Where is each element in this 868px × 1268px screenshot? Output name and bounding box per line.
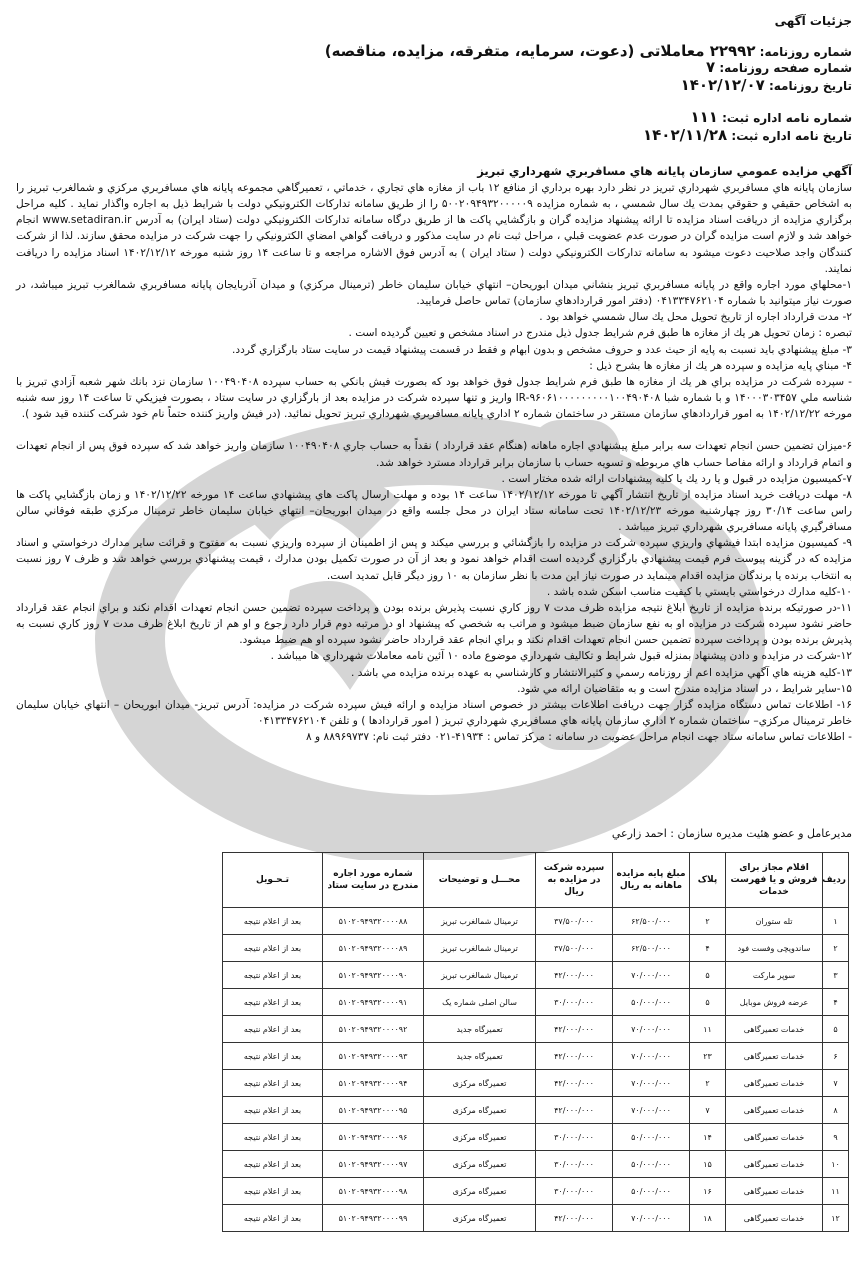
cell-row-number: ۳	[823, 962, 849, 989]
cell-row-number: ۶	[823, 1043, 849, 1070]
table-row	[223, 1124, 849, 1151]
cell-item-name: خدمات تعمیرگاهی	[726, 1016, 823, 1043]
date-value: ۱۴۰۲/۱۲/۰۷	[680, 76, 765, 94]
ad-paragraph: - سپرده شركت در مزايده براي هر يك از مغازه ها طبق فرم شرايط جدول فوق خواهد بود كه بصورت فيش بانكي به حساب سپرده ۱۰۰۴۹۰۴۰۸ سازمان نزد بانك شهر شعبه آزادي تبريز با شناسه ملي ۱۴۰۰۰۳۰۳۴۵۷ و با شماره شبا IR-۹۶۰۶۱۰۰۰۰۰۰۰۰۰۱۰۰۴۹۰۴۰۸ واريز و تنها سپرده شركت در مزايده بعد از بارگزاري در سايت ستاد ، بصورت فيزيكي تا ساعت ۱۴ روز سه شنبه مورخه ۱۴۰۲/۱۲/۲۲ به امور قراردادهاي سازمان مستقر در ساختمان شماره ۲ اداري پايانه مسافربري شهرداري تبريز تحويل نمائيد. (در فيش واريز كننده حتماً نام خود شركت كننده قيد شود ).	[16, 375, 853, 421]
cell-base-price: ۷۰/۰۰۰/۰۰۰	[613, 962, 690, 989]
cell-base-price: ۷۰/۰۰۰/۰۰۰	[613, 1043, 690, 1070]
ad-paragraph: ۴- مبناي پايه مزايده و سپرده هر يك از مغازه ها بشرح ذيل :	[589, 359, 852, 372]
table-row	[223, 1016, 849, 1043]
cell-delivery: بعد از اعلام نتیجه	[223, 1178, 323, 1205]
letter-date-line	[643, 126, 852, 144]
cell-item-name: خدمات تعمیرگاهی	[726, 1124, 823, 1151]
cell-plaque: ۱۱	[690, 1016, 726, 1043]
cell-row-number: ۸	[823, 1097, 849, 1124]
signature: مديرعامل و عضو هئيت مديره سازمان : احمد زارعي	[611, 827, 852, 840]
cell-setad-code: ۵۱۰۲۰۹۴۹۳۲۰۰۰۰۹۲	[323, 1016, 424, 1043]
cell-deposit: ۳۰/۰۰۰/۰۰۰	[536, 1178, 613, 1205]
table-row	[223, 908, 849, 935]
table-row	[223, 1205, 849, 1232]
cell-location: ترمینال شمالغرب تبریز	[424, 962, 536, 989]
cell-setad-code: ۵۱۰۲۰۹۴۹۳۲۰۰۰۰۹۴	[323, 1070, 424, 1097]
cell-delivery: بعد از اعلام نتیجه	[223, 1151, 323, 1178]
cell-deposit: ۳۷/۵۰۰/۰۰۰	[536, 908, 613, 935]
cell-location: تعمیرگاه جدید	[424, 1016, 536, 1043]
cell-setad-code: ۵۱۰۲۰۹۴۹۳۲۰۰۰۰۹۰	[323, 962, 424, 989]
cell-row-number: ۱۲	[823, 1205, 849, 1232]
ad-paragraph: ۱۶- اطلاعات تماس دستگاه مزايده گزار جهت دريافت اطلاعات بيشتر در خصوص اسناد مزايده و ارائه فيش سپرده شركت در مزايده: آدرس تبريز- ميدان ابوريحان – انتهاي خيابان سليمان خاطر ترمينال مركزي– ساختمان شماره ۲ اداري سازمان پايانه هاي مسافربري شهرداري تبريز ( امور قراردادها ) و تلفن ۰۴۱۳۳۴۷۶۲۱۰۴	[16, 698, 852, 727]
letter-date-value: ۱۴۰۲/۱۱/۲۸	[643, 126, 728, 144]
cell-item-name: خدمات تعمیرگاهی	[726, 1043, 823, 1070]
cell-setad-code: ۵۱۰۲۰۹۴۹۳۲۰۰۰۰۸۸	[323, 908, 424, 935]
letter-date-label: تاریخ نامه اداره ثبت:	[731, 129, 852, 143]
cell-location: تعمیرگاه مرکزی	[424, 1124, 536, 1151]
cell-location: تعمیرگاه جدید	[424, 1043, 536, 1070]
cell-location: ترمینال شمالغرب تبریز	[424, 908, 536, 935]
items-table	[222, 852, 849, 1232]
issue-value: ۲۲۹۹۲ معاملاتی (دعوت، سرمایه، متفرقه، مزایده، مناقصه)	[324, 42, 756, 60]
table-row	[223, 1178, 849, 1205]
paragraph-gap	[16, 422, 852, 438]
ad-paragraph: ۳- مبلغ پيشنهادي بايد نسبت به پايه از حيث عدد و حروف مشخص و بدون ابهام و فقط در قسمت پيشنهاد قيمت در سايت ستاد بارگزاري گردد.	[232, 343, 852, 356]
cell-location: سالن اصلی شماره یک	[424, 989, 536, 1016]
header-setad-code: شماره مورد اجاره مندرج در سایت ستاد	[323, 853, 424, 908]
cell-delivery: بعد از اعلام نتیجه	[223, 1124, 323, 1151]
date-label: تاریخ روزنامه:	[768, 79, 852, 93]
cell-delivery: بعد از اعلام نتیجه	[223, 935, 323, 962]
letter-number-label: شماره نامه اداره ثبت:	[722, 111, 852, 125]
table-row	[223, 935, 849, 962]
cell-plaque: ۵	[690, 989, 726, 1016]
cell-deposit: ۳۰/۰۰۰/۰۰۰	[536, 1151, 613, 1178]
table-row	[223, 1097, 849, 1124]
cell-setad-code: ۵۱۰۲۰۹۴۹۳۲۰۰۰۰۸۹	[323, 935, 424, 962]
cell-base-price: ۷۰/۰۰۰/۰۰۰	[613, 1097, 690, 1124]
cell-row-number: ۱	[823, 908, 849, 935]
cell-setad-code: ۵۱۰۲۰۹۴۹۳۲۰۰۰۰۹۷	[323, 1151, 424, 1178]
cell-row-number: ۲	[823, 935, 849, 962]
cell-item-name: سوپر مارکت	[726, 962, 823, 989]
cell-delivery: بعد از اعلام نتیجه	[223, 962, 323, 989]
ad-paragraph: ۱۳-كليه هزينه هاي آگهي مزايده اعم از روزنامه رسمي و كثيرالانتشار و كارشناسي به عهده برنده مزايده مي باشد .	[350, 666, 852, 679]
cell-row-number: ۴	[823, 989, 849, 1016]
cell-plaque: ۲۳	[690, 1043, 726, 1070]
cell-setad-code: ۵۱۰۲۰۹۴۹۳۲۰۰۰۰۹۶	[323, 1124, 424, 1151]
ad-paragraph: تبصره : زمان تحويل هر يك از مغازه ها طبق فرم شرايط جدول ذيل مندرج در اسناد مشخص و تعيين گرديده است .	[348, 327, 852, 340]
cell-row-number: ۵	[823, 1016, 849, 1043]
table-row	[223, 1070, 849, 1097]
header-base-price: مبلغ پایه مزایده ماهانه به ریال	[613, 853, 690, 908]
ad-title: آگهي مزايده عمومي سازمان پايانه هاي مسافربري شهرداري تبريز	[477, 164, 852, 178]
cell-item-name: تله ستوران	[726, 908, 823, 935]
cell-plaque: ۱۴	[690, 1124, 726, 1151]
cell-location: تعمیرگاه مرکزی	[424, 1205, 536, 1232]
cell-location: تعمیرگاه مرکزی	[424, 1151, 536, 1178]
ad-paragraph: ۲- مدت قرارداد اجاره از تاريخ تحويل محل يك سال شمسي خواهد بود .	[539, 311, 852, 324]
issue-label: شماره روزنامه:	[759, 45, 852, 59]
cell-base-price: ۵۰/۰۰۰/۰۰۰	[613, 1151, 690, 1178]
cell-item-name: ساندویچی وفست فود	[726, 935, 823, 962]
cell-deposit: ۳۰/۰۰۰/۰۰۰	[536, 1124, 613, 1151]
cell-deposit: ۳۷/۵۰۰/۰۰۰	[536, 935, 613, 962]
cell-delivery: بعد از اعلام نتیجه	[223, 908, 323, 935]
ad-paragraph: - اطلاعات تماس سامانه ستاد جهت انجام مراحل عضويت در سامانه : مركز تماس : ۴۱۹۳۴-۰۲۱ دفتر ثبت نام: ۸۸۹۶۹۷۳۷ و ۸	[305, 731, 852, 744]
header-delivery: تـحـویل	[223, 853, 323, 908]
header-row-number: ردیف	[823, 853, 849, 908]
cell-plaque: ۵	[690, 962, 726, 989]
ad-paragraph: ۱-محلهاي مورد اجاره واقع در پايانه مسافربري تبريز بنشاني ميدان ابوريحان– انتهاي خيابان سليمان خاطر (ترمينال مركزي) و ميدان آذربايجان پايانه مسافربري شمالغرب تبريز ميباشد، در صورت نياز ميتوانيد با شماره ۰۴۱۳۳۴۷۶۲۱۰۴ (دفتر امور قراردادهاي سازمان) تماس حاصل فرماييد.	[16, 278, 852, 308]
cell-item-name: خدمات تعمیرگاهی	[726, 1070, 823, 1097]
cell-setad-code: ۵۱۰۲۰۹۴۹۳۲۰۰۰۰۹۱	[323, 989, 424, 1016]
cell-setad-code: ۵۱۰۲۰۹۴۹۳۲۰۰۰۰۹۳	[323, 1043, 424, 1070]
date-line	[681, 76, 852, 94]
cell-delivery: بعد از اعلام نتیجه	[223, 1016, 323, 1043]
cell-base-price: ۷۰/۰۰۰/۰۰۰	[613, 1016, 690, 1043]
table-row	[223, 962, 849, 989]
table-row	[223, 1043, 849, 1070]
cell-base-price: ۶۲/۵۰۰/۰۰۰	[613, 935, 690, 962]
cell-delivery: بعد از اعلام نتیجه	[223, 1097, 323, 1124]
cell-plaque: ۱۵	[690, 1151, 726, 1178]
cell-location: تعمیرگاه مرکزی	[424, 1070, 536, 1097]
cell-deposit: ۳۰/۰۰۰/۰۰۰	[536, 989, 613, 1016]
section-label: جزئیات آگهی	[774, 14, 852, 28]
cell-setad-code: ۵۱۰۲۰۹۴۹۳۲۰۰۰۰۹۵	[323, 1097, 424, 1124]
items-table-body	[223, 908, 849, 1232]
cell-plaque: ۷	[690, 1097, 726, 1124]
cell-location: ترمینال شمالغرب تبریز	[424, 935, 536, 962]
page-line	[706, 58, 852, 76]
ad-paragraph: سازمان پايانه هاي مسافربري شهرداري تبريز در نظر دارد بهره برداري از منافع ۱۲ باب از مغازه هاي تجاري ، خدماتي ، تعميرگاهي مجموعه پايانه هاي مسافربري مركزي و شمالغرب تبريز را به اشخاص حقيقي و حقوقي بمدت يك سال شمسي ، به شماره مزايده ۵۰۰۲۰۹۴۹۳۲۰۰۰۰۰۹ را از طريق سامانه تداركات الكترونيكي دولت با شرايط ذيل به اجاره واگذار نمايد . كليه مراحل برگزاري مزايده از دريافت اسناد مزايده تا ارائه پيشنهاد مزايده گران و بازگشايي پاكت ها از طريق درگاه سامانه تداركات الكترونيكي دولت (ستاد ايران) به آدرس www.setadiran.ir انجام خواهد شد و لازم است مزايده گران در صورت عدم عضويت قبلي ، مراحل ثبت نام در سايت مذكور و دريافت گواهي امضاي الكترونيكي را جهت شركت در مزايده محقق سازند. لذا از شركت كنندگان واجد صلاحيت دعوت ميشود به سامانه تداركات الكترونيكي دولت ( ستاد ايران ) به آدرس فوق الاشاره مراجعه و تا ساعت ۱۴ روز شنبه مورخه ۱۴۰۲/۱۲/۱۲ اسناد مزايده را دريافت نمايند.	[16, 182, 853, 275]
cell-item-name: خدمات تعمیرگاهی	[726, 1151, 823, 1178]
cell-base-price: ۷۰/۰۰۰/۰۰۰	[613, 1205, 690, 1232]
cell-deposit: ۴۲/۰۰۰/۰۰۰	[536, 1043, 613, 1070]
cell-plaque: ۲	[690, 908, 726, 935]
cell-plaque: ۱۸	[690, 1205, 726, 1232]
header-location: محـــل و توضیحات	[424, 853, 536, 908]
cell-deposit: ۴۲/۰۰۰/۰۰۰	[536, 1016, 613, 1043]
ad-paragraph: ۱۱-در صورتيكه برنده مزايده از تاريخ ابلاغ نتيجه مزايده ظرف مدت ۷ روز كاري نسبت پذيرش برنده بودن و پرداخت سپرده تضمين حسن انجام تعهدات اقدام نكند و براي انجام عقد قرارداد حاضر نشود سپرده شركت در مزايده او به نفع سازمان ضبط ميشود و مراتب به شخصي كه پيشنهاد او در مرتبه دوم قرار دارد رجوع و او هم از تاريخ ابلاغ ظرف مدت ۷ روز كاري نسبت به پذيرش برنده بودن و پرداخت سپرده تضمين حسن انجام تعهدات اقدام نكند و براي انجام عقد قرارداد حاضر نشود سپرده او هم ضبط ميشود.	[16, 601, 852, 647]
cell-delivery: بعد از اعلام نتیجه	[223, 1043, 323, 1070]
ad-paragraph: ۸- مهلت دريافت خريد اسناد مزايده از تاريخ انتشار آگهي تا مورخه ۱۴۰۲/۱۲/۱۲ ساعت ۱۴ بوده و مهلت ارسال پاكت هاي پيشنهادي ساعت ۱۴ مورخه ۱۴۰۲/۱۲/۲۲ و زمان بازگشايي پاكت ها راس ساعت ۳۰/۱۴ روز چهارشنبه مورخه ۱۴۰۲/۱۲/۲۳ تحت سامانه ستاد ايران در محل جلسه واقع در ميدان ابوريحان– انتهاي خيابان سليمان خاطر ترمينال مركزي طبقه فوقاني سالن مسافرگيري پايانه مسافربري شهرداري تبريز ميباشد .	[16, 488, 852, 534]
letter-number-value: ۱۱۱	[690, 108, 718, 126]
ad-paragraph: ۱۰-كليه مدارك درخواستي بايستي با كيفيت مناسب اسكن شده باشد .	[546, 585, 852, 598]
cell-base-price: ۵۰/۰۰۰/۰۰۰	[613, 1178, 690, 1205]
cell-deposit: ۴۲/۰۰۰/۰۰۰	[536, 1097, 613, 1124]
table-row	[223, 1151, 849, 1178]
cell-plaque: ۲	[690, 1070, 726, 1097]
ad-body	[16, 180, 852, 745]
cell-plaque: ۴	[690, 935, 726, 962]
ad-paragraph: ۷-كميسيون مزايده در قبول و يا رد يك يا كليه پيشنهادات ارائه شده مختار است .	[501, 472, 852, 485]
cell-row-number: ۷	[823, 1070, 849, 1097]
header-plaque: پلاک	[690, 853, 726, 908]
cell-location: تعمیرگاه مرکزی	[424, 1097, 536, 1124]
cell-deposit: ۴۲/۰۰۰/۰۰۰	[536, 1205, 613, 1232]
ad-paragraph: ۹- كميسيون مزايده ابتدا فيشهاي واريزي سپرده شركت در مزايده را بازگشائي و بررسي ميكند و پس از اطمينان از سپرده واريزي نسبت به مفتوح و قرائت ساير مدارك درخواستي و اسناد مزايده كه در گزينه پيوست فرم قيمت پيشنهادي بارگزاري گرديده است اقدام خواهد نمود و بعد از آن در صورت تكميل بودن مدارك ، قيمت پيشنهادي بررسي خواهد شد و ظرف ۷ روز نسبت به انتخاب برنده يا برندگان مزايده اقدام مينمايد در صورت نياز اين مدت با نظر سازمان به ۱۰ روز ديگر قابل تمديد است.	[16, 537, 852, 582]
cell-item-name: عرضه فروش موبایل	[726, 989, 823, 1016]
cell-item-name: خدمات تعمیرگاهی	[726, 1178, 823, 1205]
cell-location: تعمیرگاه مرکزی	[424, 1178, 536, 1205]
cell-delivery: بعد از اعلام نتیجه	[223, 1070, 323, 1097]
cell-row-number: ۱۱	[823, 1178, 849, 1205]
cell-base-price: ۶۲/۵۰۰/۰۰۰	[613, 908, 690, 935]
letter-number-line	[690, 108, 852, 126]
ad-paragraph: ۱۵-ساير شرايط ، در اسناد مزايده مندرج است و به متقاضيان ارائه مي شود.	[517, 682, 852, 695]
cell-deposit: ۴۲/۰۰۰/۰۰۰	[536, 1070, 613, 1097]
table-row	[223, 989, 849, 1016]
cell-base-price: ۵۰/۰۰۰/۰۰۰	[613, 989, 690, 1016]
cell-base-price: ۷۰/۰۰۰/۰۰۰	[613, 1070, 690, 1097]
cell-row-number: ۹	[823, 1124, 849, 1151]
ad-paragraph: ۱۲-شركت در مزايده و دادن پيشنهاد بمنزله قبول شرايط و تكاليف شهرداري موضوع ماده ۱۰ آئين نامه معاملات شهرداري ها ميباشد .	[270, 650, 852, 663]
ad-paragraph: ۶-ميزان تضمين حسن انجام تعهدات سه برابر مبلغ پيشنهادي اجاره ماهانه (هنگام عقد قرارداد ) نقداً به حساب جاري ۱۰۰۴۹۰۴۰۸ سازمان واريز خواهد شد كه سپرده فوق پس از انجام تعهدات و اتمام قرارداد و ارائه مفاصا حساب هاي مربوطه و تسويه حساب با سازمان برابر قرارداد مسترد خواهد شد.	[16, 440, 853, 469]
header-deposit: سپرده شرکت در مزایده به ریال	[536, 853, 613, 908]
cell-item-name: خدمات تعمیرگاهی	[726, 1097, 823, 1124]
cell-setad-code: ۵۱۰۲۰۹۴۹۳۲۰۰۰۰۹۸	[323, 1178, 424, 1205]
cell-setad-code: ۵۱۰۲۰۹۴۹۳۲۰۰۰۰۹۹	[323, 1205, 424, 1232]
table-header-row	[223, 853, 849, 908]
cell-item-name: خدمات تعمیرگاهی	[726, 1205, 823, 1232]
header-item-name: اقلام مجاز برای فروش و یا فهرست خدمات	[726, 853, 823, 908]
page-value: ۷	[706, 58, 716, 76]
cell-deposit: ۴۲/۰۰۰/۰۰۰	[536, 962, 613, 989]
page-label: شماره صفحه روزنامه:	[719, 61, 852, 75]
cell-delivery: بعد از اعلام نتیجه	[223, 1205, 323, 1232]
cell-row-number: ۱۰	[823, 1151, 849, 1178]
cell-delivery: بعد از اعلام نتیجه	[223, 989, 323, 1016]
cell-plaque: ۱۶	[690, 1178, 726, 1205]
cell-base-price: ۵۰/۰۰۰/۰۰۰	[613, 1124, 690, 1151]
